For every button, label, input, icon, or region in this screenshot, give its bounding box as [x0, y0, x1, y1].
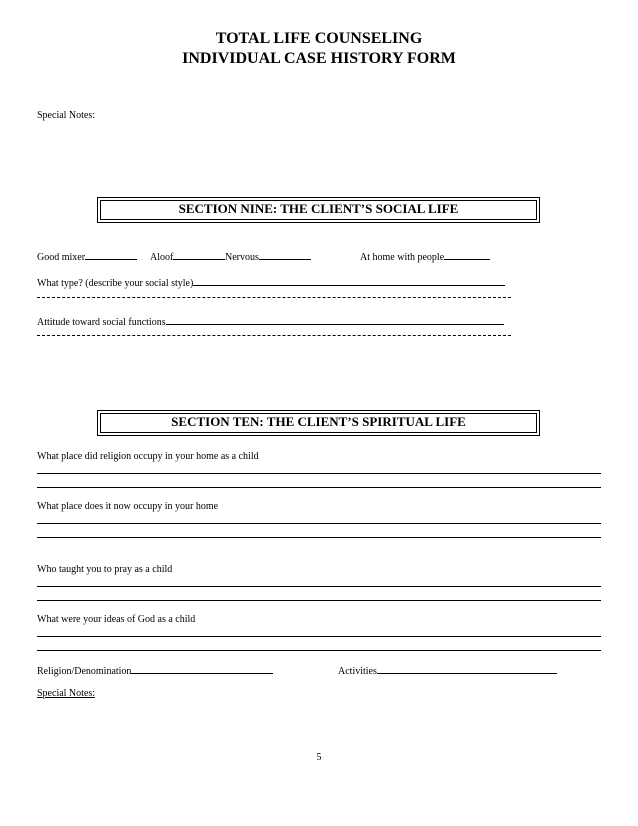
page-number: 5 — [316, 752, 322, 763]
activities-field[interactable] — [338, 664, 557, 677]
form-subtitle: INDIVIDUAL CASE HISTORY FORM — [182, 50, 456, 67]
god-ideas-line-2[interactable] — [37, 650, 601, 651]
spiritual-special-notes-label: Special Notes: — [37, 688, 96, 699]
at-home-label: At home with people — [360, 252, 445, 263]
aloof-label: Aloof — [150, 252, 174, 263]
section-ten-heading: SECTION TEN: THE CLIENT’S SPIRITUAL LIFE — [100, 413, 537, 433]
religion-now-line-2[interactable] — [37, 537, 601, 538]
religion-now-question: What place does it now occupy in your home — [37, 501, 219, 512]
social-style-field[interactable] — [37, 276, 505, 289]
social-style-label: What type? (describe your social style) — [37, 278, 194, 289]
section-nine-heading: SECTION NINE: THE CLIENT’S SOCIAL LIFE — [100, 200, 537, 220]
nervous-label: Nervous — [225, 252, 259, 263]
activities-line[interactable] — [377, 664, 557, 674]
section-nine-header — [97, 197, 540, 223]
pray-question: Who taught you to pray as a child — [37, 564, 173, 575]
form-title: TOTAL LIFE COUNSELING — [215, 30, 423, 47]
at-home-field[interactable] — [360, 250, 490, 263]
good-mixer-field[interactable] — [37, 250, 137, 263]
special-notes-label: Special Notes: — [37, 110, 96, 121]
nervous-field[interactable] — [225, 250, 311, 263]
religion-now-line-1[interactable] — [37, 523, 601, 524]
god-ideas-line-1[interactable] — [37, 636, 601, 637]
activities-label: Activities — [338, 666, 377, 677]
nervous-line[interactable] — [259, 250, 311, 260]
section-ten-header — [97, 410, 540, 436]
religion-field[interactable] — [37, 664, 273, 677]
god-ideas-question: What were your ideas of God as a child — [37, 614, 196, 625]
religion-childhood-line-1[interactable] — [37, 473, 601, 474]
at-home-line[interactable] — [444, 250, 490, 260]
aloof-line[interactable] — [173, 250, 225, 260]
religion-childhood-line-2[interactable] — [37, 487, 601, 488]
attitude-line[interactable] — [166, 315, 504, 325]
pray-line-2[interactable] — [37, 600, 601, 601]
attitude-line-2[interactable] — [37, 335, 511, 336]
religion-childhood-question: What place did religion occupy in your home as a child — [37, 451, 259, 462]
religion-line[interactable] — [131, 664, 273, 674]
social-style-line-2[interactable] — [37, 297, 511, 298]
good-mixer-line[interactable] — [85, 250, 137, 260]
attitude-field[interactable] — [37, 315, 504, 328]
attitude-label: Attitude toward social functions — [37, 317, 166, 328]
good-mixer-label: Good mixer — [37, 252, 86, 263]
aloof-field[interactable] — [150, 250, 225, 263]
pray-line-1[interactable] — [37, 586, 601, 587]
social-style-line[interactable] — [193, 276, 505, 286]
religion-label: Religion/Denomination — [37, 666, 132, 677]
